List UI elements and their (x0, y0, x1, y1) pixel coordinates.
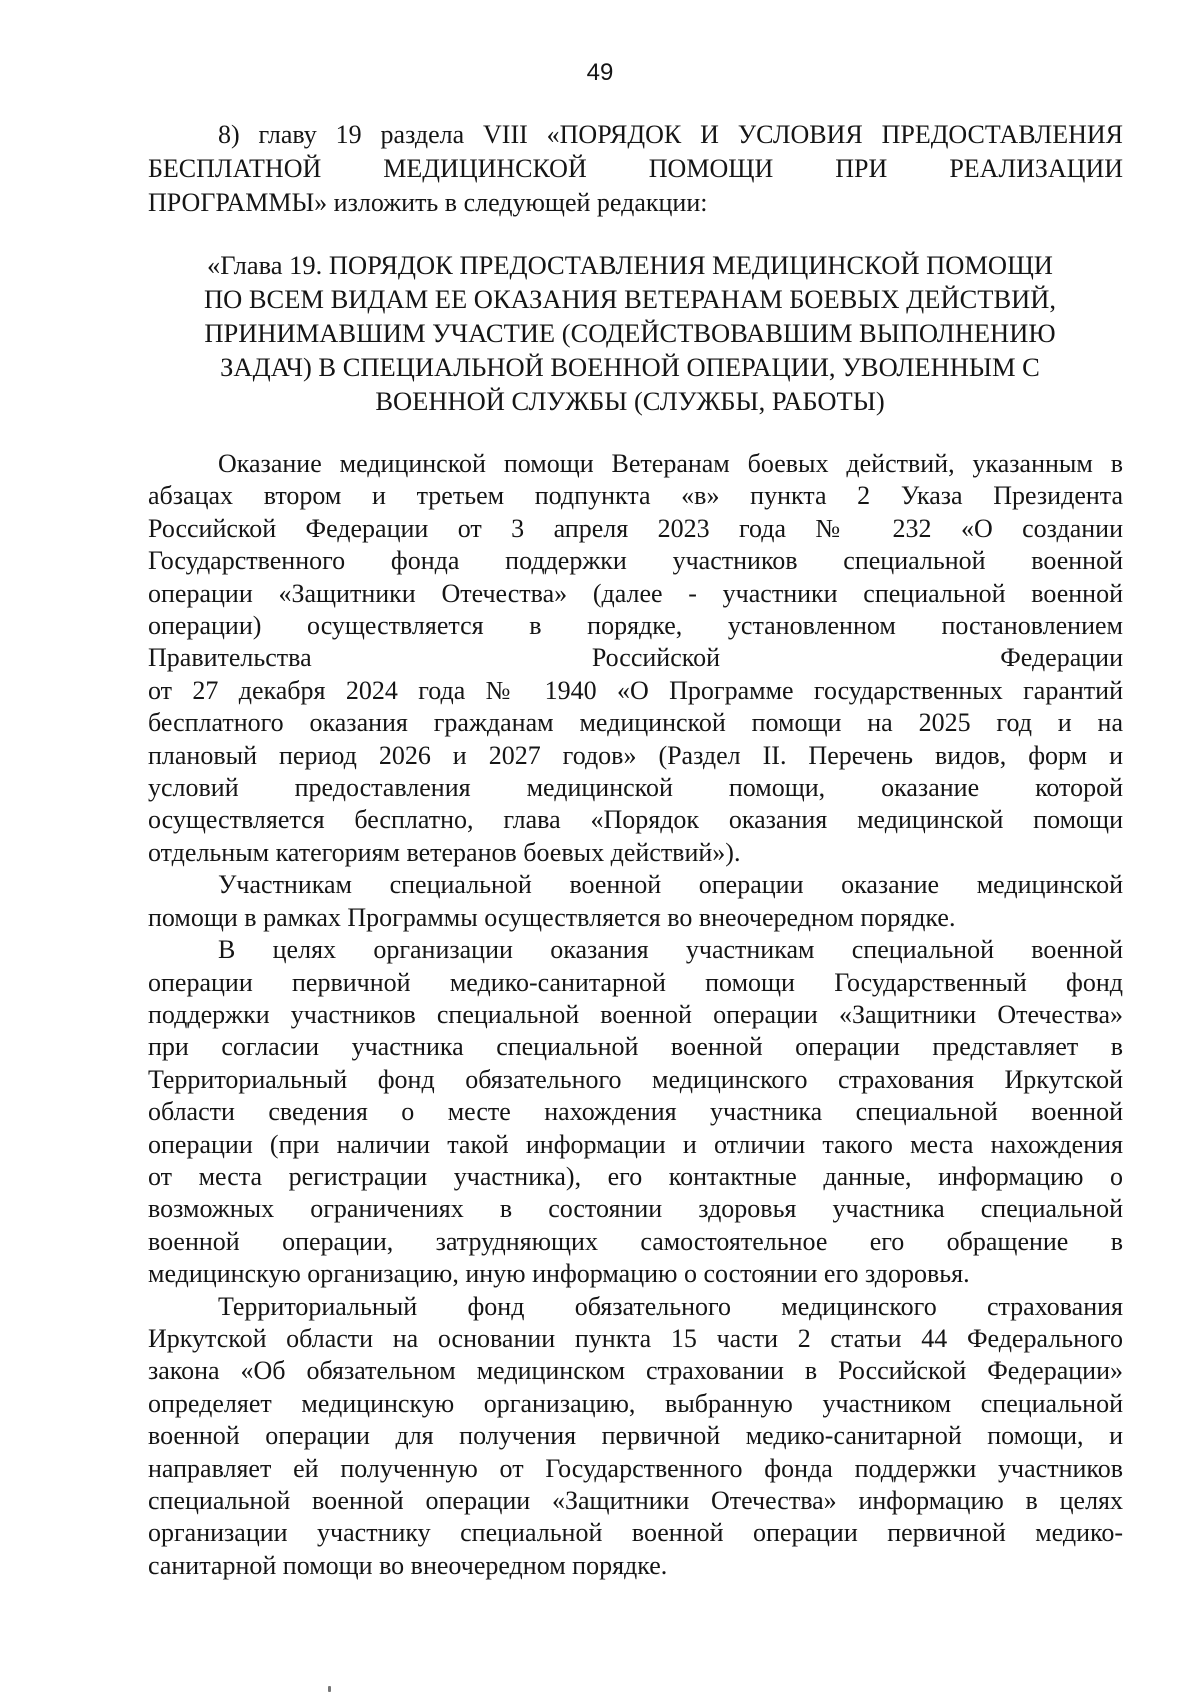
paragraph-line: В целях организации оказания участникам специальной военной (218, 935, 1123, 965)
paragraph-line: условий предоставления медицинской помощи, оказание которой (148, 773, 1123, 803)
paragraph-line: от 27 декабря 2024 года № 1940 «О Программе государственных гарантий (148, 675, 1123, 705)
paragraph-line: отдельным категориям ветеранов боевых действий»). (148, 837, 741, 867)
paragraph-line: медицинскую организацию, иную информацию о состоянии его здоровья. (148, 1259, 970, 1289)
paragraph-line: поддержки участников специальной военной операции «Защитники Отечества» (148, 999, 1123, 1029)
page-number: 49 (586, 59, 614, 86)
paragraph-line: военной операции для получения первичной медико-санитарной помощи, и (148, 1421, 1123, 1451)
paragraph-line: бесплатного оказания гражданам медицинской помощи на 2025 год и на (148, 708, 1123, 738)
paragraph-line: плановый период 2026 и 2027 годов» (Раздел II. Перечень видов, форм и (148, 740, 1123, 770)
heading-line: «Глава 19. ПОРЯДОК ПРЕДОСТАВЛЕНИЯ МЕДИЦИНСКОЙ ПОМОЩИ (207, 250, 1053, 280)
paragraph-line: области сведения о месте нахождения участника специальной военной (148, 1097, 1123, 1127)
chapter-body (148, 448, 1123, 1582)
heading-line: ПРИНИМАВШИМ УЧАСТИЕ (СОДЕЙСТВОВАВШИМ ВЫПОЛНЕНИЮ (204, 318, 1056, 348)
paragraph-line: военной операции, затрудняющих самостоятельное его обращение в (148, 1226, 1123, 1256)
paragraph-line: определяет медицинскую организацию, выбранную участником специальной (148, 1388, 1123, 1418)
paragraph-line: направляет ей полученную от Государственного фонда поддержки участников (148, 1453, 1123, 1483)
paragraph-line: Территориальный фонд обязательного медицинского страхования (218, 1291, 1123, 1321)
paragraph-line: возможных ограничениях в состоянии здоровья участника специальной (148, 1194, 1123, 1224)
scan-speck (328, 1686, 331, 1692)
intro-line: БЕСПЛАТНОЙ МЕДИЦИНСКОЙ ПОМОЩИ ПРИ РЕАЛИЗАЦИИ (148, 154, 1123, 183)
paragraph-1 (148, 448, 1123, 869)
paragraph-line: Территориальный фонд обязательного медицинского страхования Иркутской (148, 1064, 1123, 1094)
heading-line: ПО ВСЕМ ВИДАМ ЕЕ ОКАЗАНИЯ ВЕТЕРАНАМ БОЕВЫХ ДЕЙСТВИЙ, (203, 284, 1057, 314)
heading-line: ВОЕННОЙ СЛУЖБЫ (СЛУЖБЫ, РАБОТЫ) (375, 386, 885, 416)
paragraph-line: операции (при наличии такой информации и отличии такого места нахождения (148, 1129, 1123, 1159)
chapter-heading (170, 248, 1090, 418)
paragraph-line: абзацах втором и третьем подпункта «в» пункта 2 Указа Президента (148, 481, 1123, 511)
paragraph-line: операции «Защитники Отечества» (далее - участники специальной военной (148, 578, 1123, 608)
paragraph-line: Участникам специальной военной операции оказание медицинской (218, 870, 1123, 900)
paragraph-4 (148, 1291, 1123, 1583)
paragraph-line: от места регистрации участника), его контактные данные, информацию о (148, 1161, 1123, 1191)
intro-line: 8) главу 19 раздела VIII «ПОРЯДОК И УСЛОВИЯ ПРЕДОСТАВЛЕНИЯ (218, 120, 1123, 149)
amendment-intro (148, 118, 1123, 220)
paragraph-line: операции первичной медико-санитарной помощи Государственный фонд (148, 967, 1123, 997)
heading-line: ЗАДАЧ) В СПЕЦИАЛЬНОЙ ВОЕННОЙ ОПЕРАЦИИ, УВОЛЕННЫМ С (220, 352, 1040, 382)
paragraph-line: Государственного фонда поддержки участников специальной военной (148, 546, 1123, 576)
paragraph-line: санитарной помощи во внеочередном порядке. (148, 1550, 668, 1580)
paragraph-line: осуществляется бесплатно, глава «Порядок оказания медицинской помощи (148, 805, 1123, 835)
paragraph-line: Оказание медицинской помощи Ветеранам боевых действий, указанным в (218, 449, 1123, 478)
intro-line: ПРОГРАММЫ» изложить в следующей редакции: (148, 188, 708, 217)
paragraph-line: закона «Об обязательном медицинском страховании в Российской Федерации» (148, 1356, 1123, 1386)
paragraph-line: операции) осуществляется в порядке, установленном постановлением (148, 611, 1123, 641)
paragraph-line: Правительства Российской Федерации (148, 643, 1123, 673)
paragraph-line: организации участнику специальной военной операции первичной медико- (148, 1518, 1123, 1548)
paragraph-line: при согласии участника специальной военной операции представляет в (148, 1032, 1123, 1062)
paragraph-line: Российской Федерации от 3 апреля 2023 года № 232 «О создании (148, 513, 1123, 543)
paragraph-line: специальной военной операции «Защитники Отечества» информацию в целях (148, 1486, 1123, 1515)
paragraph-3 (148, 934, 1123, 1290)
paragraph-line: помощи в рамках Программы осуществляется во внеочередном порядке. (148, 902, 956, 932)
paragraph-2 (148, 869, 1123, 934)
paragraph-line: Иркутской области на основании пункта 15 части 2 статьи 44 Федерального (148, 1323, 1123, 1353)
